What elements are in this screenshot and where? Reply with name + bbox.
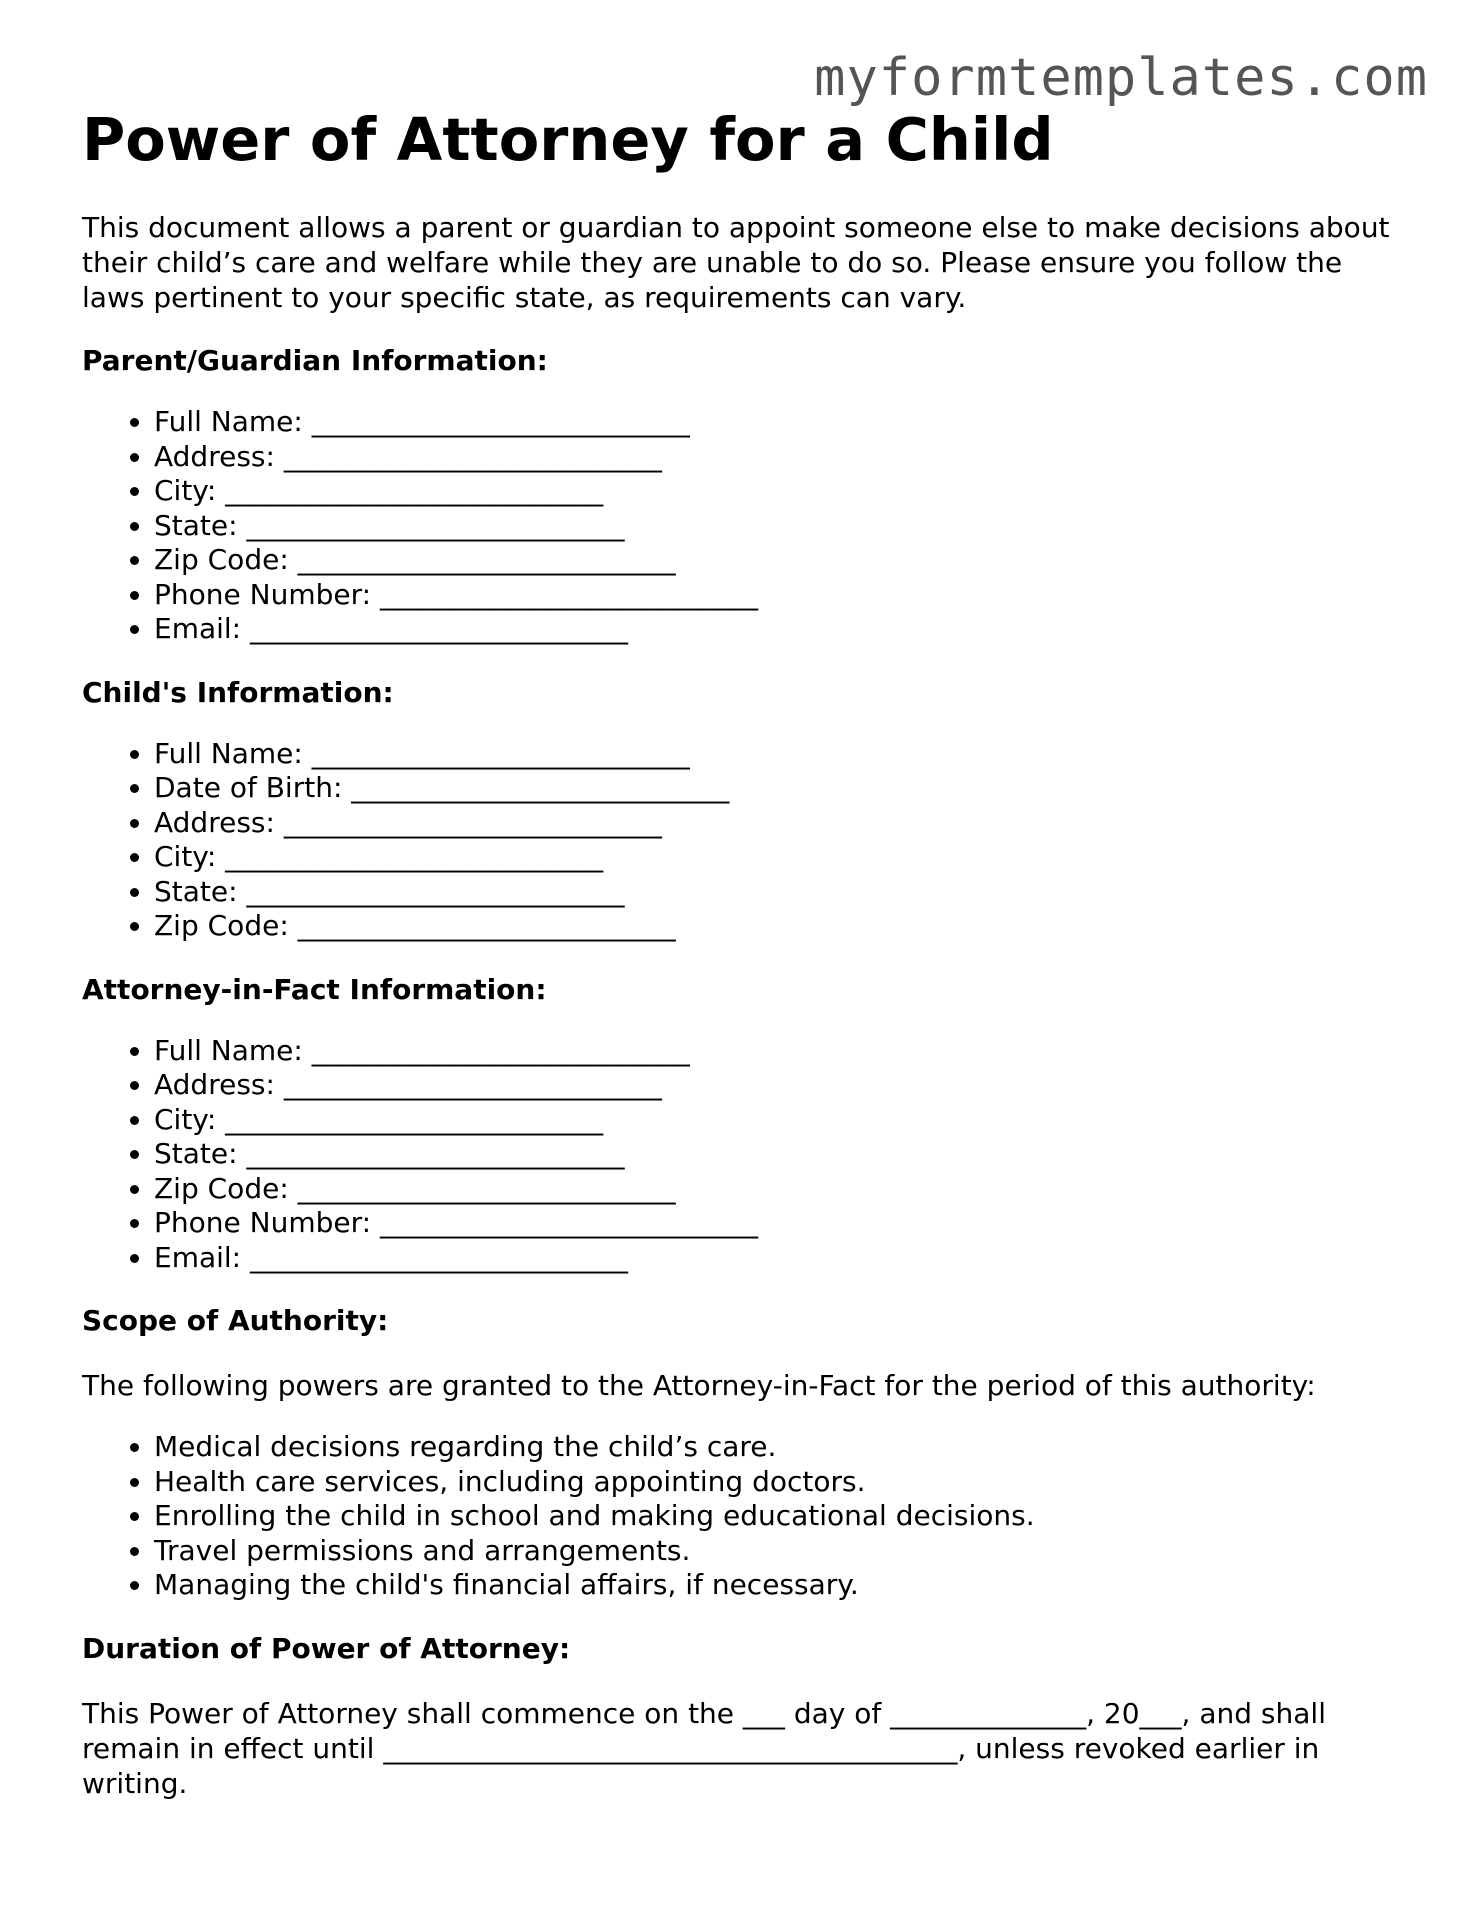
scope-power-travel: • Travel permissions and arrangements. bbox=[154, 1534, 1412, 1569]
duration-section-heading: Duration of Power of Attorney: bbox=[82, 1631, 571, 1665]
scope-power-health-care: • Health care services, including appointing doctors. bbox=[154, 1465, 1412, 1500]
parent-section-heading: Parent/Guardian Information: bbox=[82, 344, 548, 377]
site-watermark: myformtemplates.com bbox=[814, 48, 1428, 108]
child-field-city: • City: ___________________________ bbox=[154, 840, 1412, 875]
parent-field-full-name: • Full Name: ___________________________ bbox=[154, 405, 1412, 440]
attorney-fields-list bbox=[82, 1034, 1412, 1276]
attorney-field-email: • Email: ___________________________ bbox=[154, 1241, 1412, 1276]
parent-field-address: • Address: ___________________________ bbox=[154, 440, 1412, 475]
attorney-field-full-name: • Full Name: ___________________________ bbox=[154, 1034, 1412, 1069]
scope-power-financial: • Managing the child's financial affairs, if necessary. bbox=[154, 1568, 1412, 1603]
child-fields-list bbox=[82, 737, 1412, 944]
child-field-address: • Address: ___________________________ bbox=[154, 806, 1412, 841]
child-section-heading: Child's Information: bbox=[82, 675, 394, 709]
scope-paragraph: The following powers are granted to the Attorney-in-Fact for the period of this authority: bbox=[82, 1369, 1316, 1402]
child-field-state: • State: ___________________________ bbox=[154, 875, 1412, 910]
scope-powers-list bbox=[82, 1430, 1412, 1603]
attorney-field-zip-code: • Zip Code: ___________________________ bbox=[154, 1172, 1412, 1207]
scope-section-heading: Scope of Authority: bbox=[82, 1304, 389, 1337]
parent-field-phone: • Phone Number: ___________________________ bbox=[154, 578, 1412, 613]
parent-field-email: • Email: ___________________________ bbox=[154, 612, 1412, 647]
child-field-zip-code: • Zip Code: ___________________________ bbox=[154, 909, 1412, 944]
attorney-field-address: • Address: ___________________________ bbox=[154, 1068, 1412, 1103]
attorney-field-phone: • Phone Number: ___________________________ bbox=[154, 1206, 1412, 1241]
parent-field-city: • City: ___________________________ bbox=[154, 474, 1412, 509]
child-field-full-name: • Full Name: ___________________________ bbox=[154, 737, 1412, 772]
intro-paragraph: This document allows a parent or guardian to appoint someone else to make decisions about their child’s care and welfare while they are unable to do so. Please ensure you follow the laws pertinent to your specific state, as requirements can vary. bbox=[82, 211, 1390, 314]
duration-paragraph: This Power of Attorney shall commence on the ___ day of ______________, 20___, and shall remain in effect until _________________________________________, unless revoked earlier in writing. bbox=[82, 1696, 1326, 1800]
document-page bbox=[82, 100, 1412, 1801]
scope-power-education: • Enrolling the child in school and making educational decisions. bbox=[154, 1499, 1412, 1534]
parent-field-state: • State: ___________________________ bbox=[154, 509, 1412, 544]
scope-power-medical: • Medical decisions regarding the child’s care. bbox=[154, 1430, 1412, 1465]
attorney-section-heading: Attorney-in-Fact Information: bbox=[82, 972, 547, 1006]
attorney-field-state: • State: ___________________________ bbox=[154, 1137, 1412, 1172]
attorney-field-city: • City: ___________________________ bbox=[154, 1103, 1412, 1138]
parent-field-zip-code: • Zip Code: ___________________________ bbox=[154, 543, 1412, 578]
parent-fields-list bbox=[82, 405, 1412, 647]
child-field-date-of-birth: • Date of Birth: ___________________________ bbox=[154, 771, 1412, 806]
document-title: Power of Attorney for a Child bbox=[82, 105, 1054, 174]
